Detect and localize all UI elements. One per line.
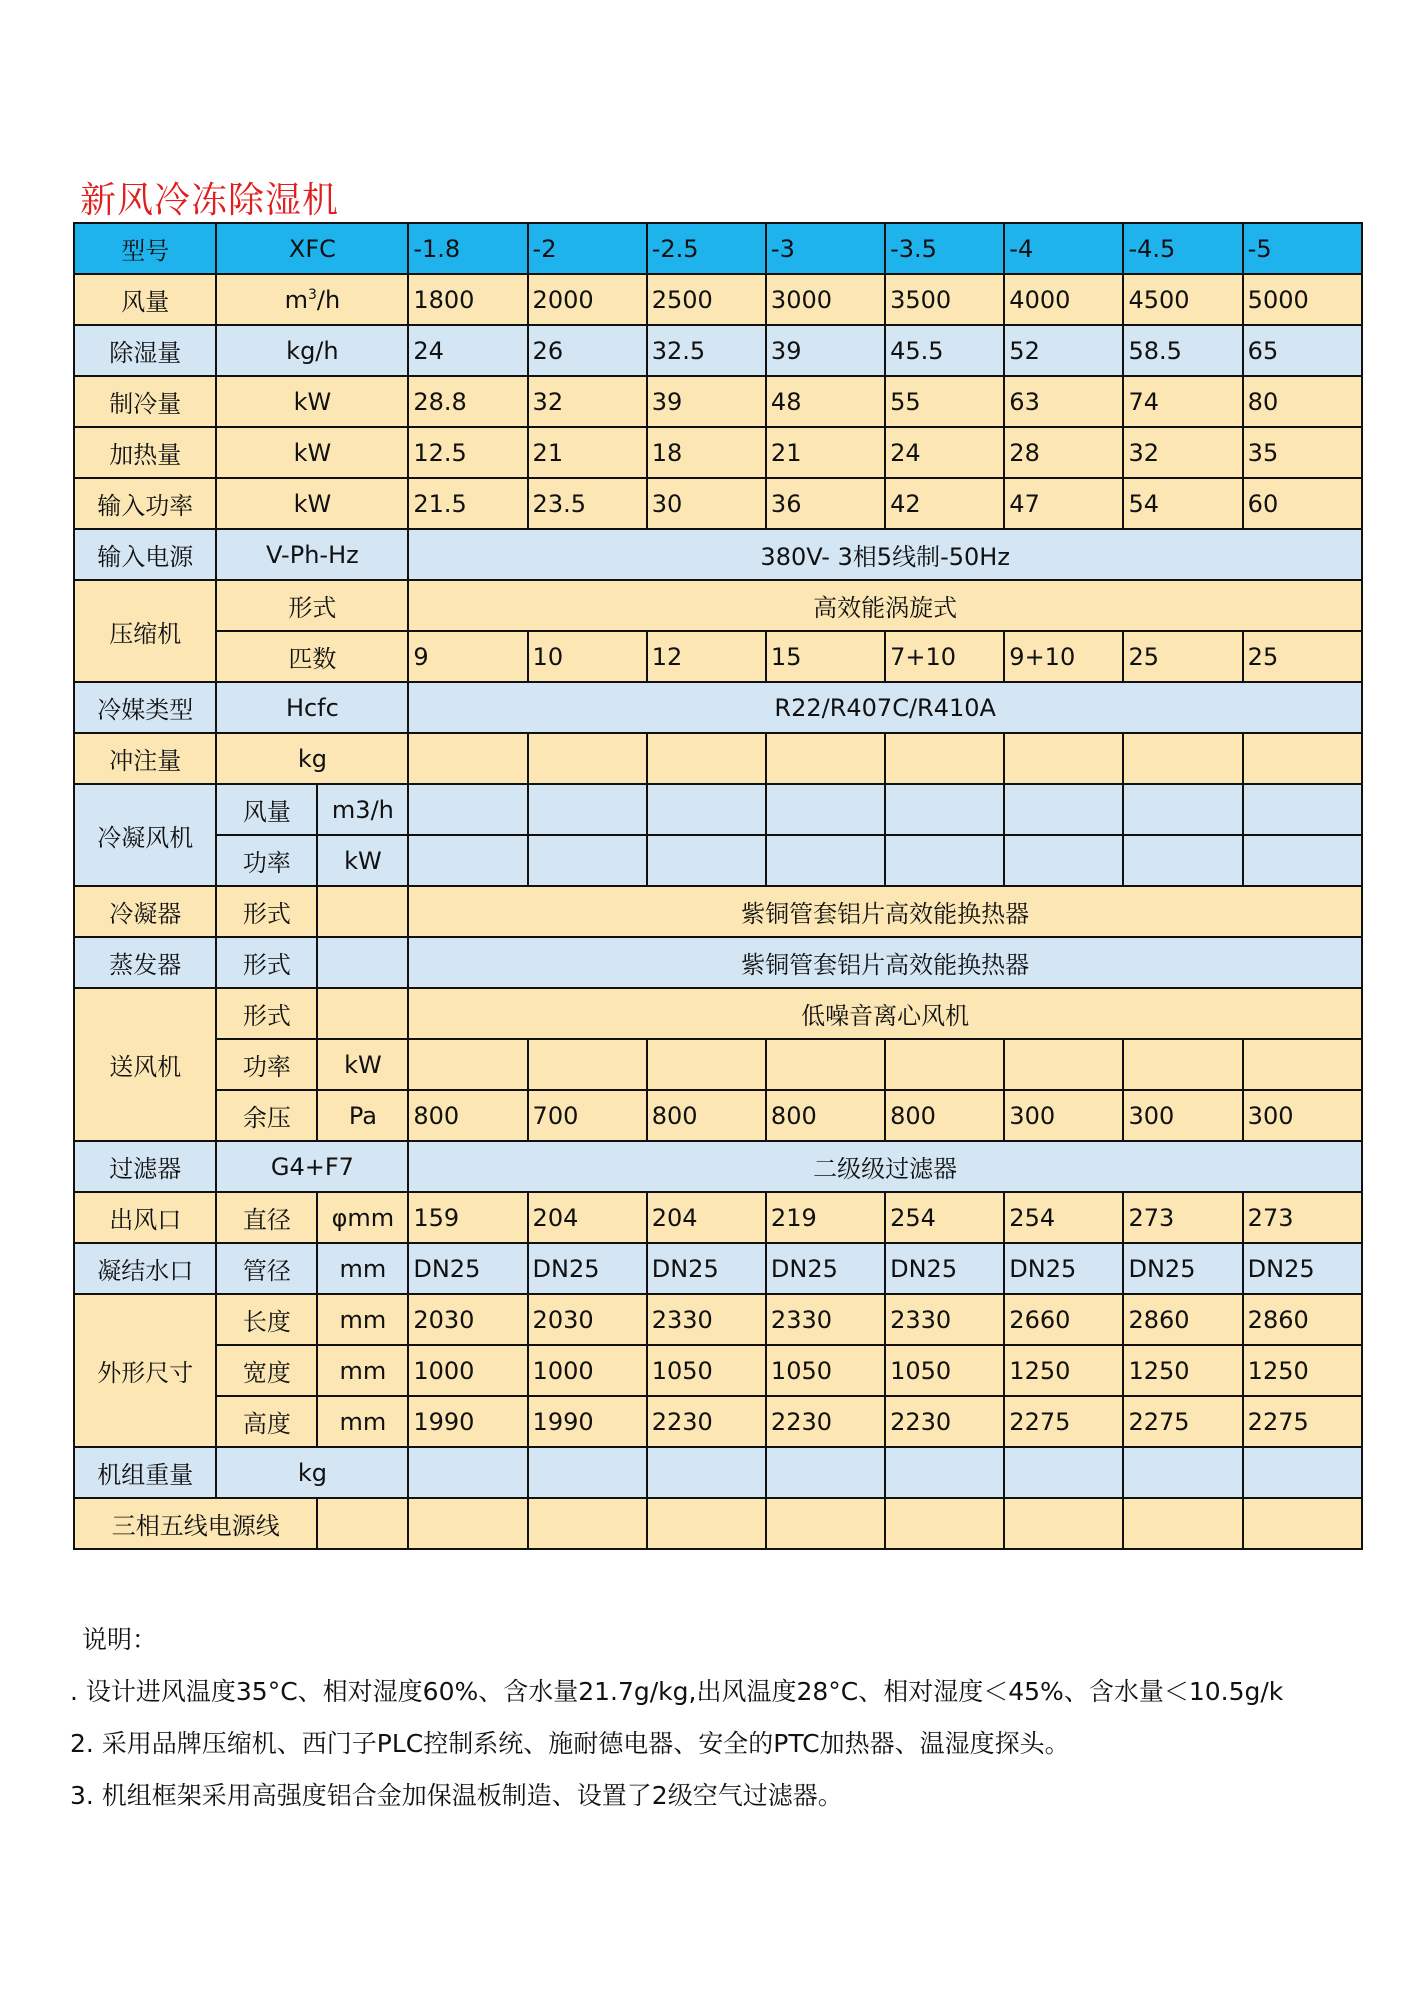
value-cell: 1000	[408, 1345, 527, 1396]
empty-cell	[766, 1447, 885, 1498]
value-cell: 28	[1004, 427, 1123, 478]
value-cell: 4500	[1123, 274, 1242, 325]
merged-value-cell: 紫铜管套铝片高效能换热器	[408, 937, 1362, 988]
unit-cell: kW	[317, 1039, 408, 1090]
row-label: 蒸发器	[74, 937, 216, 988]
value-cell: 1250	[1123, 1345, 1242, 1396]
empty-cell	[317, 937, 408, 988]
empty-cell	[1004, 1447, 1123, 1498]
sub-label: 直径	[216, 1192, 317, 1243]
table-row	[74, 1090, 1362, 1141]
value-cell: 1250	[1243, 1345, 1362, 1396]
value-cell: 18	[647, 427, 766, 478]
value-cell: 54	[1123, 478, 1242, 529]
sub-label: 形式	[216, 580, 408, 631]
value-cell: 32	[1123, 427, 1242, 478]
empty-cell	[1004, 835, 1123, 886]
value-cell: 80	[1243, 376, 1362, 427]
value-cell: 800	[766, 1090, 885, 1141]
empty-cell	[766, 784, 885, 835]
unit-cell: mm	[317, 1243, 408, 1294]
empty-cell	[647, 835, 766, 886]
unit-cell: kg	[216, 1447, 408, 1498]
empty-cell	[1004, 784, 1123, 835]
sub-label: 匹数	[216, 631, 408, 682]
sub-label: 功率	[216, 1039, 317, 1090]
merged-value-cell: 紫铜管套铝片高效能换热器	[408, 886, 1362, 937]
table-row	[74, 1447, 1362, 1498]
value-cell: 15	[766, 631, 885, 682]
value-cell: DN25	[885, 1243, 1004, 1294]
empty-cell	[408, 784, 527, 835]
empty-cell	[885, 1498, 1004, 1549]
value-cell: 65	[1243, 325, 1362, 376]
value-cell: DN25	[408, 1243, 527, 1294]
table-row	[74, 1396, 1362, 1447]
empty-cell	[1243, 1039, 1362, 1090]
value-cell: 2275	[1243, 1396, 1362, 1447]
empty-cell	[528, 1447, 647, 1498]
table-row	[74, 1141, 1362, 1192]
sub-label: 管径	[216, 1243, 317, 1294]
value-cell: 10	[528, 631, 647, 682]
value-cell: 12.5	[408, 427, 527, 478]
table-row	[74, 376, 1362, 427]
empty-cell	[317, 886, 408, 937]
sub-label: 宽度	[216, 1345, 317, 1396]
row-label: 冷媒类型	[74, 682, 216, 733]
value-cell: 7+10	[885, 631, 1004, 682]
value-cell: 60	[1243, 478, 1362, 529]
value-cell: 2330	[766, 1294, 885, 1345]
value-cell: 2860	[1123, 1294, 1242, 1345]
row-label: 送风机	[74, 988, 216, 1141]
empty-cell	[1243, 784, 1362, 835]
table-row	[74, 937, 1362, 988]
value-cell: 2330	[647, 1294, 766, 1345]
row-label: 三相五线电源线	[74, 1498, 317, 1549]
row-label: 冲注量	[74, 733, 216, 784]
sub-label: 余压	[216, 1090, 317, 1141]
sub-label: 功率	[216, 835, 317, 886]
empty-cell	[1123, 1447, 1242, 1498]
value-cell: 1050	[885, 1345, 1004, 1396]
empty-cell	[885, 835, 1004, 886]
value-cell: 47	[1004, 478, 1123, 529]
value-cell: 32.5	[647, 325, 766, 376]
empty-cell	[766, 835, 885, 886]
value-cell: 74	[1123, 376, 1242, 427]
unit-cell: Pa	[317, 1090, 408, 1141]
empty-cell	[1123, 1498, 1242, 1549]
value-cell: DN25	[647, 1243, 766, 1294]
table-row	[74, 1243, 1362, 1294]
value-cell: 30	[647, 478, 766, 529]
empty-cell	[408, 1447, 527, 1498]
empty-cell	[408, 733, 527, 784]
table-row	[74, 478, 1362, 529]
value-cell: 204	[647, 1192, 766, 1243]
value-cell: 39	[647, 376, 766, 427]
sub-label: 长度	[216, 1294, 317, 1345]
table-row	[74, 631, 1362, 682]
empty-cell	[1123, 835, 1242, 886]
value-cell: 24	[885, 427, 1004, 478]
empty-cell	[766, 733, 885, 784]
table-row	[74, 1345, 1362, 1396]
empty-cell	[317, 988, 408, 1039]
sub-label: 形式	[216, 886, 317, 937]
value-cell: 32	[528, 376, 647, 427]
value-cell: 36	[766, 478, 885, 529]
empty-cell	[1243, 835, 1362, 886]
row-label: 制冷量	[74, 376, 216, 427]
merged-value-cell: 380V- 3相5线制-50Hz	[408, 529, 1362, 580]
value-cell: 63	[1004, 376, 1123, 427]
row-label: 冷凝器	[74, 886, 216, 937]
unit-cell: kg/h	[216, 325, 408, 376]
row-label: 除湿量	[74, 325, 216, 376]
model-cell: -3.5	[885, 223, 1004, 274]
empty-cell	[528, 1039, 647, 1090]
empty-cell	[885, 1039, 1004, 1090]
unit-cell: kW	[317, 835, 408, 886]
row-label: 加热量	[74, 427, 216, 478]
value-cell: DN25	[1004, 1243, 1123, 1294]
value-cell: 2230	[647, 1396, 766, 1447]
empty-cell	[1243, 1498, 1362, 1549]
value-cell: 21.5	[408, 478, 527, 529]
unit-cell: Hcfc	[216, 682, 408, 733]
empty-cell	[1004, 1498, 1123, 1549]
model-cell: -3	[766, 223, 885, 274]
value-cell: 1050	[647, 1345, 766, 1396]
value-cell: 700	[528, 1090, 647, 1141]
value-cell: 2230	[885, 1396, 1004, 1447]
value-cell: 254	[885, 1192, 1004, 1243]
value-cell: 24	[408, 325, 527, 376]
value-cell: 2330	[885, 1294, 1004, 1345]
value-cell: 58.5	[1123, 325, 1242, 376]
value-cell: 9	[408, 631, 527, 682]
empty-cell	[1004, 1039, 1123, 1090]
value-cell: 2275	[1123, 1396, 1242, 1447]
empty-cell	[1243, 733, 1362, 784]
empty-cell	[885, 1447, 1004, 1498]
value-cell: 2030	[408, 1294, 527, 1345]
value-cell: 25	[1123, 631, 1242, 682]
value-cell: 5000	[1243, 274, 1362, 325]
notes-heading: 说明：	[82, 1625, 158, 1654]
value-cell: 2500	[647, 274, 766, 325]
empty-cell	[408, 1039, 527, 1090]
row-label: 输入电源	[74, 529, 216, 580]
value-cell: 219	[766, 1192, 885, 1243]
value-cell: 39	[766, 325, 885, 376]
value-cell: 3000	[766, 274, 885, 325]
table-row	[74, 988, 1362, 1039]
unit-cell: φmm	[317, 1192, 408, 1243]
row-label: 机组重量	[74, 1447, 216, 1498]
value-cell: 204	[528, 1192, 647, 1243]
value-cell: 1250	[1004, 1345, 1123, 1396]
model-cell: -5	[1243, 223, 1362, 274]
value-cell: DN25	[766, 1243, 885, 1294]
empty-cell	[528, 733, 647, 784]
model-cell: -4.5	[1123, 223, 1242, 274]
empty-cell	[885, 733, 1004, 784]
empty-cell	[647, 784, 766, 835]
model-cell: -2.5	[647, 223, 766, 274]
value-cell: 1800	[408, 274, 527, 325]
value-cell: 48	[766, 376, 885, 427]
row-label: 型号	[74, 223, 216, 274]
value-cell: 45.5	[885, 325, 1004, 376]
value-cell: 300	[1004, 1090, 1123, 1141]
table-row	[74, 529, 1362, 580]
empty-cell	[1243, 1447, 1362, 1498]
empty-cell	[647, 1039, 766, 1090]
value-cell: 254	[1004, 1192, 1123, 1243]
note-line: . 设计进风温度35°C、相对湿度60%、含水量21.7g/kg,出风温度28°C、相对湿度＜45%、含水量＜10.5g/k	[70, 1677, 1284, 1706]
empty-cell	[1123, 1039, 1242, 1090]
table-row	[74, 580, 1362, 631]
value-cell: 2230	[766, 1396, 885, 1447]
spec-table	[73, 222, 1363, 1550]
model-cell: -1.8	[408, 223, 527, 274]
value-cell: 55	[885, 376, 1004, 427]
table-row	[74, 274, 1362, 325]
empty-cell	[1123, 784, 1242, 835]
table-row	[74, 1039, 1362, 1090]
unit-cell: V-Ph-Hz	[216, 529, 408, 580]
row-label: 冷凝风机	[74, 784, 216, 886]
note-line: 3. 机组框架采用高强度铝合金加保温板制造、设置了2级空气过滤器。	[70, 1781, 843, 1810]
value-cell: DN25	[528, 1243, 647, 1294]
value-cell: 800	[647, 1090, 766, 1141]
value-cell: 800	[408, 1090, 527, 1141]
empty-cell	[647, 733, 766, 784]
empty-cell	[766, 1039, 885, 1090]
unit-cell: kW	[216, 427, 408, 478]
table-row	[74, 784, 1362, 835]
unit-cell: mm	[317, 1294, 408, 1345]
note-line: 2. 采用品牌压缩机、西门子PLC控制系统、施耐德电器、安全的PTC加热器、温湿度探头。	[70, 1729, 1070, 1758]
sub-label: 形式	[216, 937, 317, 988]
value-cell: DN25	[1243, 1243, 1362, 1294]
value-cell: 28.8	[408, 376, 527, 427]
row-label: 出风口	[74, 1192, 216, 1243]
value-cell: 2000	[528, 274, 647, 325]
model-prefix: XFC	[216, 223, 408, 274]
row-label: 凝结水口	[74, 1243, 216, 1294]
empty-cell	[317, 1498, 408, 1549]
value-cell: 12	[647, 631, 766, 682]
value-cell: 3500	[885, 274, 1004, 325]
value-cell: 1050	[766, 1345, 885, 1396]
row-label: 压缩机	[74, 580, 216, 682]
empty-cell	[408, 835, 527, 886]
value-cell: 25	[1243, 631, 1362, 682]
value-cell: 159	[408, 1192, 527, 1243]
unit-cell: m3/h	[317, 784, 408, 835]
notes-section	[70, 1620, 1400, 1828]
empty-cell	[647, 1447, 766, 1498]
value-cell: DN25	[1123, 1243, 1242, 1294]
table-row	[74, 886, 1362, 937]
unit-cell: mm	[317, 1345, 408, 1396]
unit-cell: kW	[216, 376, 408, 427]
value-cell: 300	[1123, 1090, 1242, 1141]
value-cell: 52	[1004, 325, 1123, 376]
value-cell: 273	[1123, 1192, 1242, 1243]
value-cell: 1990	[408, 1396, 527, 1447]
empty-cell	[528, 784, 647, 835]
table-row	[74, 1294, 1362, 1345]
table-row	[74, 1192, 1362, 1243]
table-row	[74, 223, 1362, 274]
table-row	[74, 733, 1362, 784]
value-cell: 800	[885, 1090, 1004, 1141]
table-row	[74, 427, 1362, 478]
sub-label: 形式	[216, 988, 317, 1039]
value-cell: 2860	[1243, 1294, 1362, 1345]
sub-label: 高度	[216, 1396, 317, 1447]
merged-value-cell: 低噪音离心风机	[408, 988, 1362, 1039]
merged-value-cell: 高效能涡旋式	[408, 580, 1362, 631]
empty-cell	[408, 1498, 527, 1549]
empty-cell	[528, 1498, 647, 1549]
table-row	[74, 1498, 1362, 1549]
table-row	[74, 835, 1362, 886]
table-row	[74, 682, 1362, 733]
empty-cell	[766, 1498, 885, 1549]
unit-cell: kg	[216, 733, 408, 784]
model-cell: -2	[528, 223, 647, 274]
model-cell: -4	[1004, 223, 1123, 274]
value-cell: 42	[885, 478, 1004, 529]
page-title: 新风冷冻除湿机	[80, 180, 340, 221]
value-cell: 23.5	[528, 478, 647, 529]
value-cell: 2030	[528, 1294, 647, 1345]
row-label: 输入功率	[74, 478, 216, 529]
unit-cell: G4+F7	[216, 1141, 408, 1192]
value-cell: 26	[528, 325, 647, 376]
row-label: 过滤器	[74, 1141, 216, 1192]
unit-cell: $m^3/h$	[216, 274, 408, 325]
value-cell: 21	[766, 427, 885, 478]
empty-cell	[1004, 733, 1123, 784]
merged-value-cell: 二级级过滤器	[408, 1141, 1362, 1192]
value-cell: 35	[1243, 427, 1362, 478]
value-cell: 1990	[528, 1396, 647, 1447]
table-row	[74, 325, 1362, 376]
value-cell: 273	[1243, 1192, 1362, 1243]
value-cell: 2275	[1004, 1396, 1123, 1447]
empty-cell	[885, 784, 1004, 835]
unit-cell: kW	[216, 478, 408, 529]
value-cell: 4000	[1004, 274, 1123, 325]
row-label: 风量	[74, 274, 216, 325]
sub-label: 风量	[216, 784, 317, 835]
unit-cell: mm	[317, 1396, 408, 1447]
empty-cell	[528, 835, 647, 886]
value-cell: 2660	[1004, 1294, 1123, 1345]
merged-value-cell: R22/R407C/R410A	[408, 682, 1362, 733]
value-cell: 21	[528, 427, 647, 478]
empty-cell	[1123, 733, 1242, 784]
value-cell: 300	[1243, 1090, 1362, 1141]
row-label: 外形尺寸	[74, 1294, 216, 1447]
empty-cell	[647, 1498, 766, 1549]
value-cell: 9+10	[1004, 631, 1123, 682]
value-cell: 1000	[528, 1345, 647, 1396]
